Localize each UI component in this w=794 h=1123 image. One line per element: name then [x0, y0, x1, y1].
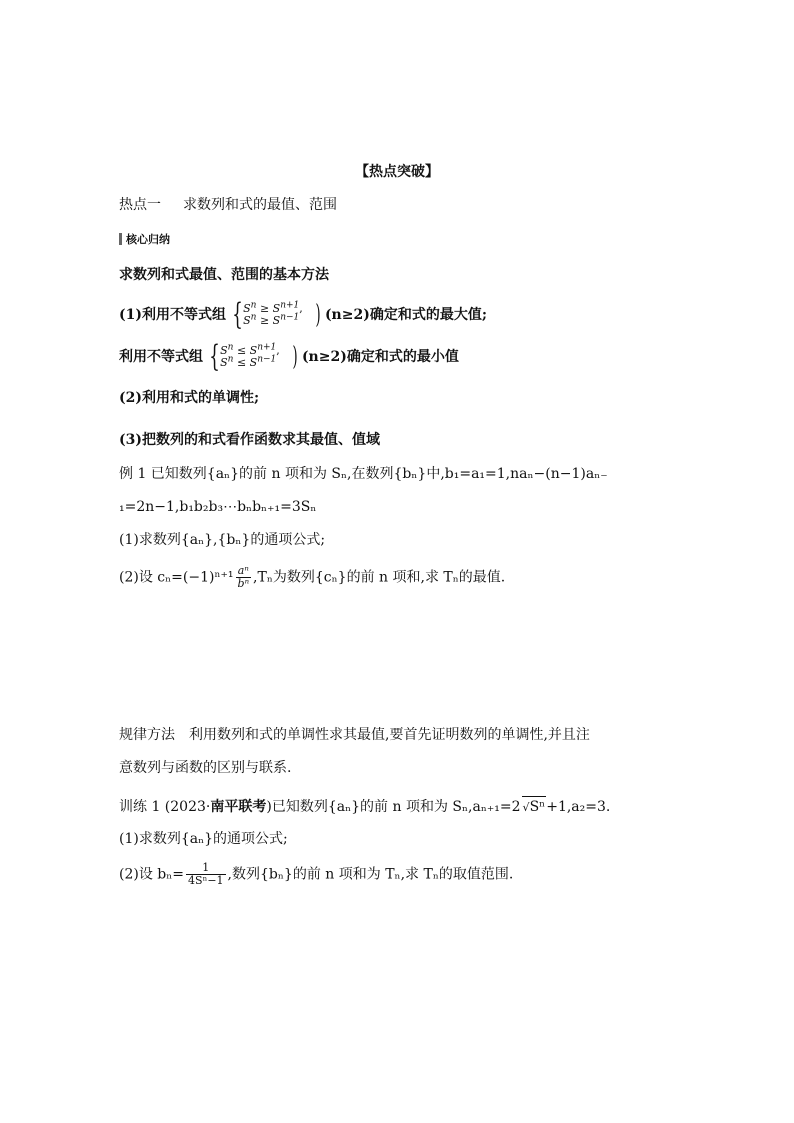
- hotspot-heading: [119, 195, 337, 215]
- rule-1b-prefix: 利用不等式组: [119, 349, 203, 365]
- rule-1-prefix: (1)利用不等式组: [119, 307, 226, 323]
- law-line-1: [119, 725, 590, 745]
- core-label-text: 核心归纳: [126, 233, 170, 246]
- law-line-2: 意数列与函数的区别与联系.: [119, 760, 292, 776]
- training-1-source: 南平联考: [210, 799, 267, 815]
- section-title: 【热点突破】: [355, 164, 439, 180]
- inequality-system-min: { $S^n \le S^{n+1}$, $S^n \le S^{n-1}$ ): [209, 339, 298, 374]
- example-1-line-1: 例 1 已知数列{aₙ}的前 n 项和为 Sₙ,在数列{bₙ}中,b₁=a₁=1,naₙ−(n−1)aₙ₋: [119, 466, 608, 482]
- law-text: 利用数列和式的单调性求其最值,要首先证明数列的单调性,并且注: [189, 727, 590, 743]
- method-title: 求数列和式最值、范围的基本方法: [119, 267, 329, 283]
- law-label: 规律方法: [119, 727, 175, 743]
- sqrt-sn: √Sⁿ: [522, 796, 547, 818]
- rule-1: [119, 297, 488, 332]
- q2-suffix: ,Tₙ为数列{cₙ}的前 n 项和,求 Tₙ的最值.: [253, 569, 506, 586]
- left-brace-icon: {: [209, 339, 220, 374]
- q2-prefix: (2)设 cₙ=(−1)ⁿ⁺¹: [119, 569, 234, 586]
- example-1-line-2: ₁=2n−1,b₁b₂b₃⋯bₙbₙ₊₁=3Sₙ: [119, 499, 317, 515]
- core-summary-label: [119, 230, 170, 250]
- rule-2: (2)利用和式的单调性;: [119, 390, 260, 406]
- training-1-text-b: +1,a₂=3.: [546, 799, 611, 815]
- right-paren-icon: ): [292, 342, 298, 372]
- rule-3: (3)把数列的和式看作函数求其最值、值域: [119, 432, 380, 448]
- training-1-line: [119, 796, 610, 818]
- training-1-question-2: [119, 862, 513, 887]
- rule-1b: [119, 339, 459, 374]
- rule-1b-suffix: (n≥2)确定和式的最小值: [301, 349, 459, 365]
- example-1-question-2: [119, 565, 505, 590]
- left-brace-icon: {: [232, 297, 243, 332]
- fraction-a-over-b: $\frac{\text{aⁿ}}{\text{bⁿ}}$: [237, 564, 250, 590]
- t1-q2-suffix: ,数列{bₙ}的前 n 项和为 Tₙ,求 Tₙ的取值范围.: [227, 866, 514, 883]
- hotspot-label: 热点一: [119, 197, 161, 213]
- t1-q2-prefix: (2)设 bₙ=: [119, 866, 185, 883]
- rule-1-suffix: (n≥2)确定和式的最大值;: [324, 307, 488, 323]
- training-1-prefix: 训练 1 (2023·: [119, 799, 211, 815]
- fraction-one-over-4sn-minus-1: $\frac{1}{\text{4Sⁿ−1}}$: [188, 861, 224, 887]
- inequality-system-max: { $S^n \ge S^{n+1}$, $S^n \ge S^{n-1}$ ): [232, 297, 321, 332]
- training-1-question-1: (1)求数列{aₙ}的通项公式;: [119, 831, 288, 847]
- hotspot-topic: 求数列和式的最值、范围: [183, 197, 337, 213]
- example-1-question-1: (1)求数列{aₙ},{bₙ}的通项公式;: [119, 532, 326, 548]
- right-paren-icon: ): [315, 300, 321, 330]
- section-bar-icon: [119, 233, 122, 245]
- training-1-text-a: )已知数列{aₙ}的前 n 项和为 Sₙ,aₙ₊₁=2: [266, 799, 521, 815]
